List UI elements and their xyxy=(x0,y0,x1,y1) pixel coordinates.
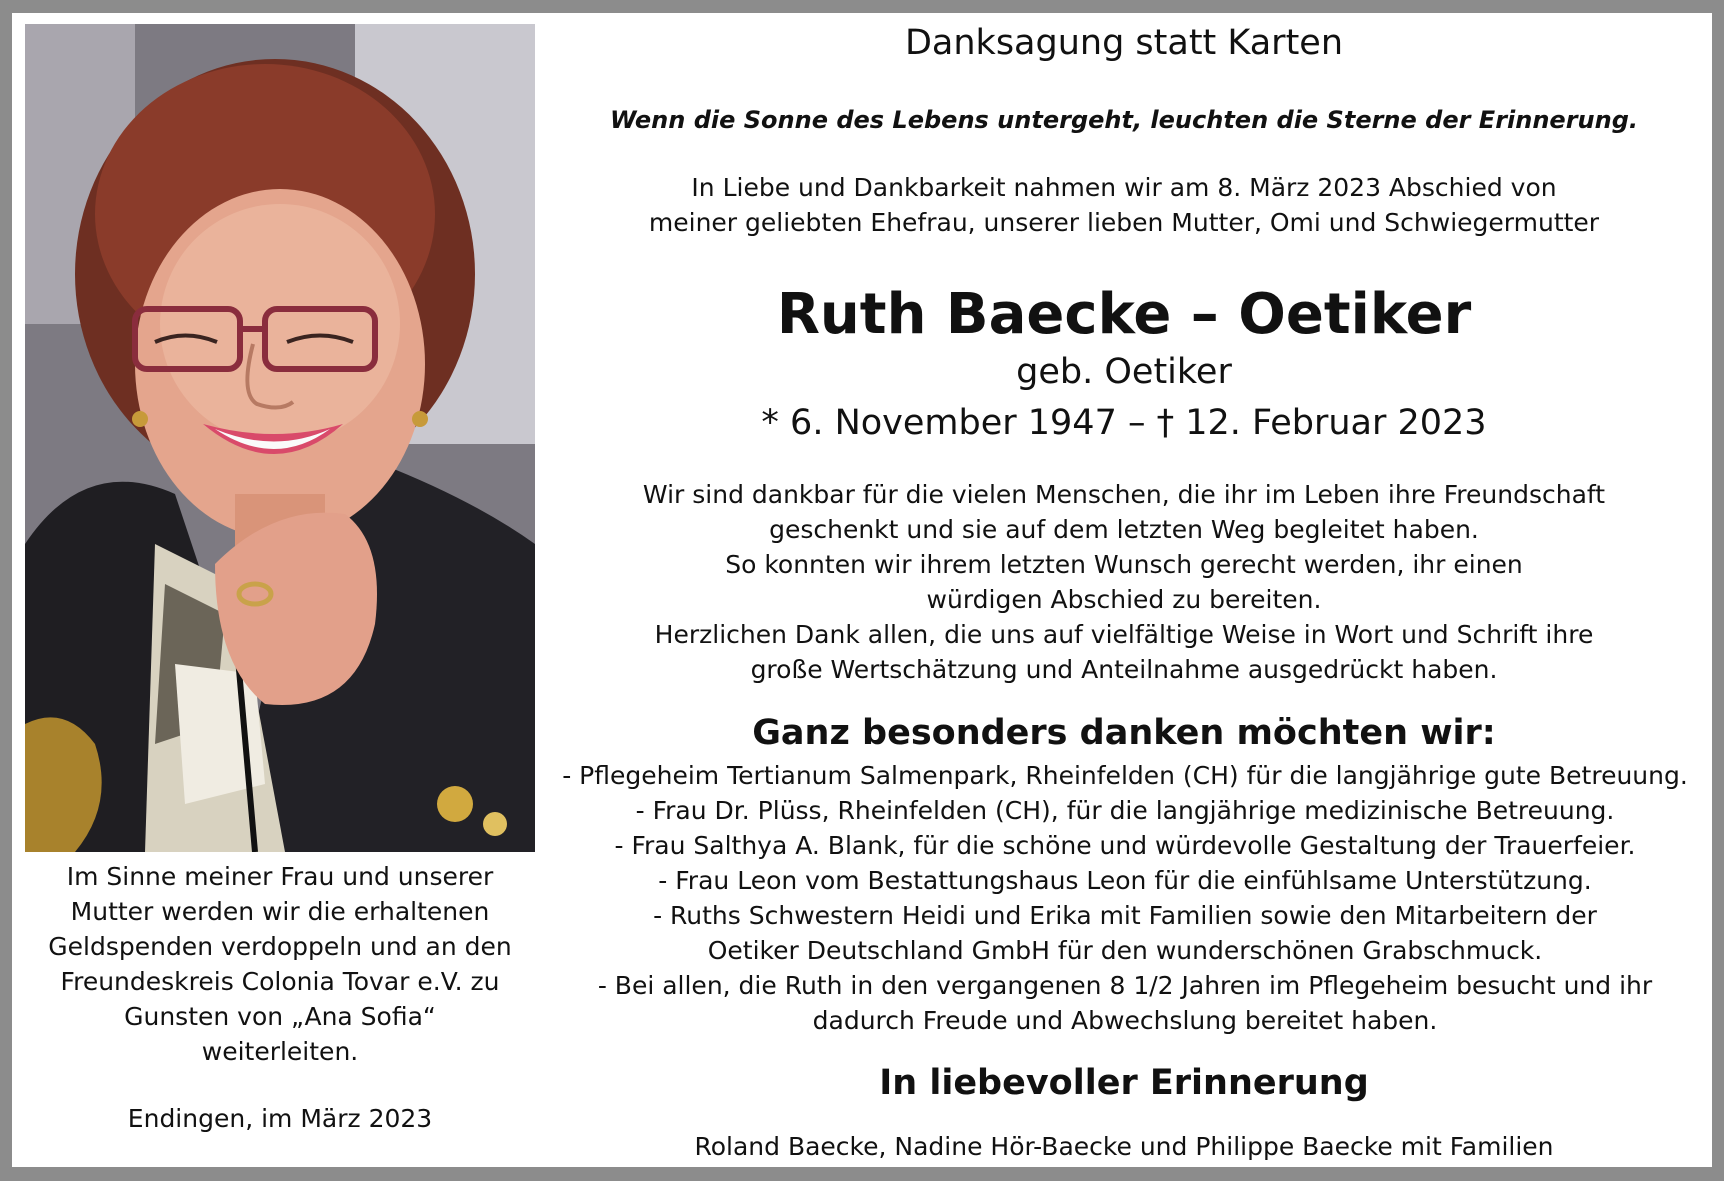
portrait-illustration xyxy=(25,24,535,852)
special-thanks-item: - Bei allen, die Ruth in den vergangenen 8 1/2 Jahren im Pflegeheim besucht und ihr xyxy=(597,971,1653,1000)
donation-note-line: Mutter werden wir die erhaltenen xyxy=(70,897,490,926)
donation-note-line: Geldspenden verdoppeln und an den xyxy=(48,932,512,961)
thanks-line: würdigen Abschied zu bereiten. xyxy=(926,585,1322,614)
intro-line: In Liebe und Dankbarkeit nahmen wir am 8. März 2023 Abschied von xyxy=(691,173,1557,202)
special-thanks-item: Oetiker Deutschland GmbH für den wunderschönen Grabschmuck. xyxy=(707,936,1543,965)
special-thanks-item: - Frau Leon vom Bestattungshaus Leon für die einfühlsame Unterstützung. xyxy=(658,866,1592,895)
thanks-line: geschenkt und sie auf dem letzten Weg begleitet haben. xyxy=(769,515,1479,544)
donation-note xyxy=(25,859,535,1069)
thanks-text xyxy=(544,477,1704,687)
intro-line: meiner geliebten Ehefrau, unserer lieben Mutter, Omi und Schwiegermutter xyxy=(648,208,1600,237)
special-thanks-item: dadurch Freude und Abwechslung bereitet haben. xyxy=(812,1006,1438,1035)
donation-note-line: weiterleiten. xyxy=(201,1037,359,1066)
special-thanks-item: - Ruths Schwestern Heidi und Erika mit Familien sowie den Mitarbeitern der xyxy=(653,901,1597,930)
special-thanks-title: Ganz besonders danken möchten wir: xyxy=(752,713,1496,753)
special-thanks-item: - Frau Salthya A. Blank, für die schöne und würdevolle Gestaltung der Trauerfeier. xyxy=(614,831,1636,860)
signatures: Roland Baecke, Nadine Hör-Baecke und Philippe Baecke mit Familien xyxy=(694,1132,1554,1161)
motto: Wenn die Sonne des Lebens untergeht, leuchten die Sterne der Erinnerung. xyxy=(609,106,1639,134)
portrait-photo xyxy=(25,24,535,852)
thanks-line: So konnten wir ihrem letzten Wunsch gerecht werden, ihr einen xyxy=(725,550,1523,579)
special-thanks-item: - Pflegeheim Tertianum Salmenpark, Rheinfelden (CH) für die langjährige gute Betreuung. xyxy=(562,761,1688,790)
donation-note-line: Im Sinne meiner Frau und unserer xyxy=(66,862,494,891)
donation-note-line: Gunsten von „Ana Sofia“ xyxy=(124,1002,436,1031)
special-thanks-item: - Frau Dr. Plüss, Rheinfelden (CH), für die langjährige medizinische Betreuung. xyxy=(635,796,1615,825)
special-thanks-list xyxy=(540,758,1710,1038)
thanks-line: Wir sind dankbar für die vielen Menschen, die ihr im Leben ihre Freundschaft xyxy=(642,480,1606,509)
thanks-line: Herzlichen Dank allen, die uns auf vielfältige Weise in Wort und Schrift ihre xyxy=(654,620,1594,649)
life-dates: * 6. November 1947 – † 12. Februar 2023 xyxy=(761,403,1487,443)
thanks-line: große Wertschätzung und Anteilnahme ausgedrückt haben. xyxy=(750,655,1498,684)
place-date: Endingen, im März 2023 xyxy=(127,1104,433,1133)
obituary-card xyxy=(12,13,1712,1167)
intro-text xyxy=(544,170,1704,240)
page-title: Danksagung statt Karten xyxy=(904,23,1344,63)
deceased-name: Ruth Baecke – Oetiker xyxy=(776,282,1472,347)
donation-note-line: Freundeskreis Colonia Tovar e.V. zu xyxy=(60,967,500,996)
birth-name: geb. Oetiker xyxy=(1016,352,1232,392)
memory-title: In liebevoller Erinnerung xyxy=(879,1063,1369,1103)
